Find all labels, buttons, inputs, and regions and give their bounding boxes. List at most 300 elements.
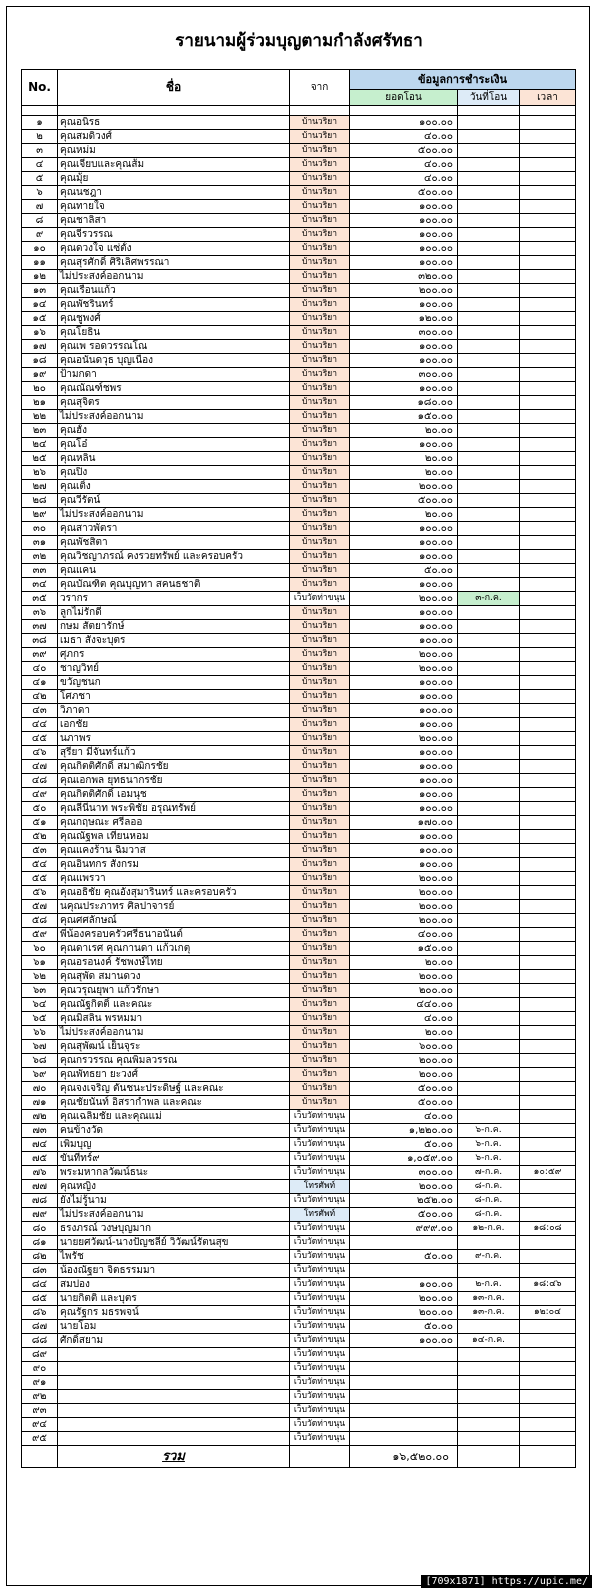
row-source: บ้านวริยา <box>290 760 350 774</box>
row-amount: ๑๐๐.๐๐ <box>350 620 458 634</box>
row-date <box>458 564 520 578</box>
row-name: คุณจีรวรรณ <box>58 228 290 242</box>
row-amount <box>350 1404 458 1418</box>
spacer-row <box>22 106 576 116</box>
row-no: ๕๒ <box>22 830 58 844</box>
row-source: บ้านวริยา <box>290 634 350 648</box>
row-name: ศุภกร <box>58 648 290 662</box>
row-amount: ๒๐๐.๐๐ <box>350 1068 458 1082</box>
row-date: ๑๔-ก.ค. <box>458 1334 520 1348</box>
row-no: ๕๓ <box>22 844 58 858</box>
row-time <box>520 1208 576 1222</box>
row-no: ๒๒ <box>22 410 58 424</box>
row-time <box>520 886 576 900</box>
table-row <box>22 802 576 816</box>
row-time <box>520 466 576 480</box>
row-source: เว็บวัดท่าขนุน <box>290 1278 350 1292</box>
row-date <box>458 746 520 760</box>
row-date <box>458 466 520 480</box>
table-row <box>22 1320 576 1334</box>
table-row <box>22 1012 576 1026</box>
row-name: ศักดิ์สยาม <box>58 1334 290 1348</box>
table-row <box>22 956 576 970</box>
row-time <box>520 606 576 620</box>
row-date: ๒-ก.ค. <box>458 1278 520 1292</box>
header-time: เวลา <box>520 90 576 106</box>
row-name: วรากร <box>58 592 290 606</box>
table-row <box>22 158 576 172</box>
row-name: คุณบัณฑิต คุณบุญทา สคนธชาติ <box>58 578 290 592</box>
row-no: ๔๓ <box>22 704 58 718</box>
row-no: ๔๖ <box>22 746 58 760</box>
row-time <box>520 844 576 858</box>
row-amount: ๕๐๐.๐๐ <box>350 186 458 200</box>
row-time <box>520 522 576 536</box>
row-time <box>520 1376 576 1390</box>
row-time <box>520 564 576 578</box>
row-amount: ๒๐.๐๐ <box>350 452 458 466</box>
row-time <box>520 214 576 228</box>
row-source: เว็บวัดท่าขนุน <box>290 1334 350 1348</box>
row-source: บ้านวริยา <box>290 970 350 984</box>
row-source: บ้านวริยา <box>290 354 350 368</box>
row-name: คุณวิชญาภรณ์ คงรวยทรัพย์ และครอบครัว <box>58 550 290 564</box>
row-name: คุณฮั้ง <box>58 424 290 438</box>
row-amount: ๕๐.๐๐ <box>350 1138 458 1152</box>
row-amount: ๑๐๐.๐๐ <box>350 746 458 760</box>
row-name: คุณลีนีนาท พระพิชัย อรุณทรัพย์ <box>58 802 290 816</box>
row-time: ๑๒:๐๔ <box>520 1306 576 1320</box>
row-time <box>520 130 576 144</box>
table-row <box>22 1362 576 1376</box>
row-time <box>520 1334 576 1348</box>
row-source: เว็บวัดท่าขนุน <box>290 1390 350 1404</box>
row-name <box>58 1432 290 1446</box>
row-name: คุณกิตติศักดิ์ สมาฒิกรชัย <box>58 760 290 774</box>
row-no: ๗๒ <box>22 1110 58 1124</box>
row-name: คุณหญิง <box>58 1180 290 1194</box>
row-amount <box>350 1376 458 1390</box>
row-no: ๘๖ <box>22 1306 58 1320</box>
row-amount: ๑๐๐.๐๐ <box>350 116 458 130</box>
row-time <box>520 1012 576 1026</box>
total-amount: ๑๖,๕๒๐.๐๐ <box>350 1446 458 1468</box>
row-name: น้องณัฐยา จิตธรรมมา <box>58 1264 290 1278</box>
table-row <box>22 242 576 256</box>
row-name: คุณกิตติศักดิ์ เอมนุช <box>58 788 290 802</box>
row-date <box>458 480 520 494</box>
row-date: ๘-ก.ค. <box>458 1194 520 1208</box>
row-no: ๑๘ <box>22 354 58 368</box>
row-name: ไม่ประสงค์ออกนาม <box>58 508 290 522</box>
row-amount: ๑๐๐.๐๐ <box>350 200 458 214</box>
row-source: บ้านวริยา <box>290 914 350 928</box>
row-source: บ้านวริยา <box>290 1026 350 1040</box>
row-date: ๗-ก.ค. <box>458 1166 520 1180</box>
row-date <box>458 872 520 886</box>
row-time <box>520 1152 576 1166</box>
row-source: เว็บวัดท่าขนุน <box>290 1320 350 1334</box>
row-time <box>520 186 576 200</box>
table-row <box>22 452 576 466</box>
row-source: บ้านวริยา <box>290 368 350 382</box>
row-no: ๑๑ <box>22 256 58 270</box>
row-no: ๘๘ <box>22 1334 58 1348</box>
row-no: ๑๓ <box>22 284 58 298</box>
row-source: บ้านวริยา <box>290 326 350 340</box>
row-no: ๕๗ <box>22 900 58 914</box>
image-host-footer: [709x1871] https://upic.me/ <box>421 1575 592 1588</box>
row-source: บ้านวริยา <box>290 382 350 396</box>
table-row <box>22 256 576 270</box>
row-no: ๔๐ <box>22 662 58 676</box>
table-row <box>22 1152 576 1166</box>
row-amount: ๒๐๐.๐๐ <box>350 592 458 606</box>
row-no: ๖๒ <box>22 970 58 984</box>
row-name: คุณชัยนันท์ อิสรากำพล และคณะ <box>58 1096 290 1110</box>
row-no: ๕๐ <box>22 802 58 816</box>
row-time <box>520 228 576 242</box>
row-time: ๑๐:๕๙ <box>520 1166 576 1180</box>
header-name: ชื่อ <box>58 70 290 106</box>
row-source: เว็บวัดท่าขนุน <box>290 1138 350 1152</box>
row-no: ๔๑ <box>22 676 58 690</box>
row-no: ๔๕ <box>22 732 58 746</box>
row-amount: ๔๐.๐๐ <box>350 172 458 186</box>
row-amount: ๑๐๐.๐๐ <box>350 214 458 228</box>
row-amount: ๑๕๐.๐๐ <box>350 942 458 956</box>
row-no: ๓๑ <box>22 536 58 550</box>
row-amount: ๕๐๐.๐๐ <box>350 1082 458 1096</box>
row-source: บ้านวริยา <box>290 1054 350 1068</box>
row-time <box>520 1054 576 1068</box>
row-amount: ๒๐๐.๐๐ <box>350 1180 458 1194</box>
row-time <box>520 858 576 872</box>
row-source: บ้านวริยา <box>290 536 350 550</box>
row-amount: ๑๐๐.๐๐ <box>350 676 458 690</box>
row-no: ๓๖ <box>22 606 58 620</box>
row-name: คุณดวงใจ แซ่ตั้ง <box>58 242 290 256</box>
table-row <box>22 662 576 676</box>
row-amount <box>350 1236 458 1250</box>
table-row <box>22 214 576 228</box>
row-date: ๘-ก.ค. <box>458 1208 520 1222</box>
row-date <box>458 690 520 704</box>
row-time <box>520 914 576 928</box>
row-name: ลูกไม่รักดี <box>58 606 290 620</box>
row-no: ๗๕ <box>22 1152 58 1166</box>
row-name: คุณเอกพล ยุทธนากรชัย <box>58 774 290 788</box>
row-time <box>520 774 576 788</box>
row-date <box>458 172 520 186</box>
row-name: เพิ่มบุญ <box>58 1138 290 1152</box>
row-date <box>458 1026 520 1040</box>
row-time <box>520 200 576 214</box>
donor-table <box>21 69 576 1468</box>
row-time <box>520 1096 576 1110</box>
row-date <box>458 1082 520 1096</box>
table-row <box>22 438 576 452</box>
row-time <box>520 270 576 284</box>
document-frame <box>6 6 590 1586</box>
row-date <box>458 620 520 634</box>
table-row <box>22 774 576 788</box>
row-no: ๘๐ <box>22 1222 58 1236</box>
row-name: คุณกรวรรณ คุณพิมลวรรณ <box>58 1054 290 1068</box>
row-date <box>458 1376 520 1390</box>
row-no: ๘๓ <box>22 1264 58 1278</box>
row-time <box>520 1124 576 1138</box>
row-name: ไม่ประสงค์ออกนาม <box>58 1208 290 1222</box>
row-name: ไพรัช <box>58 1250 290 1264</box>
table-row <box>22 1404 576 1418</box>
row-date <box>458 326 520 340</box>
row-date <box>458 1348 520 1362</box>
row-amount: ๑๐๐.๐๐ <box>350 788 458 802</box>
row-source: บ้านวริยา <box>290 410 350 424</box>
row-date <box>458 1012 520 1026</box>
row-time <box>520 256 576 270</box>
row-no: ๒๘ <box>22 494 58 508</box>
table-row <box>22 1376 576 1390</box>
table-row <box>22 1166 576 1180</box>
row-amount: ๒๐๐.๐๐ <box>350 1292 458 1306</box>
row-date <box>458 676 520 690</box>
row-date <box>458 1110 520 1124</box>
table-row <box>22 368 576 382</box>
row-no: ๖๕ <box>22 1012 58 1026</box>
row-source: บ้านวริยา <box>290 788 350 802</box>
row-name <box>58 1390 290 1404</box>
row-no: ๗๗ <box>22 1180 58 1194</box>
row-no: ๖๓ <box>22 984 58 998</box>
row-no: ๓๐ <box>22 522 58 536</box>
row-source: เว็บวัดท่าขนุน <box>290 1194 350 1208</box>
row-time <box>520 956 576 970</box>
row-source: บ้านวริยา <box>290 214 350 228</box>
row-time <box>520 340 576 354</box>
row-name: คุณณัณฑ์ชพร <box>58 382 290 396</box>
row-amount: ๙๙๙.๐๐ <box>350 1222 458 1236</box>
row-name: คุณเพ รอดวรรณโณ <box>58 340 290 354</box>
row-no: ๘๔ <box>22 1278 58 1292</box>
row-date <box>458 1040 520 1054</box>
row-name: คุณหม่ม <box>58 144 290 158</box>
row-date <box>458 242 520 256</box>
row-time <box>520 648 576 662</box>
row-time <box>520 354 576 368</box>
row-date <box>458 1362 520 1376</box>
row-source: บ้านวริยา <box>290 564 350 578</box>
row-amount: ๑๐๐.๐๐ <box>350 438 458 452</box>
row-amount: ๔๔๐.๐๐ <box>350 998 458 1012</box>
table-row <box>22 564 576 578</box>
row-source: บ้านวริยา <box>290 508 350 522</box>
row-amount: ๑,๐๕๙.๐๐ <box>350 1152 458 1166</box>
row-no: ๖๘ <box>22 1054 58 1068</box>
row-no: ๗๓ <box>22 1124 58 1138</box>
row-no: ๗ <box>22 200 58 214</box>
row-source: บ้านวริยา <box>290 802 350 816</box>
row-source: บ้านวริยา <box>290 900 350 914</box>
table-row <box>22 550 576 564</box>
row-time <box>520 704 576 718</box>
row-date <box>458 1320 520 1334</box>
row-source: เว็บวัดท่าขนุน <box>290 1250 350 1264</box>
row-name <box>58 1348 290 1362</box>
row-name: คุณพัทธยา ยะวงศ์ <box>58 1068 290 1082</box>
row-name: นภาพร <box>58 732 290 746</box>
row-source: บ้านวริยา <box>290 858 350 872</box>
table-row <box>22 1264 576 1278</box>
row-no: ๙๑ <box>22 1376 58 1390</box>
row-time <box>520 1348 576 1362</box>
table-row <box>22 942 576 956</box>
row-no: ๒ <box>22 130 58 144</box>
row-time <box>520 788 576 802</box>
row-amount: ๕๐.๐๐ <box>350 564 458 578</box>
row-amount: ๔๐๐.๐๐ <box>350 928 458 942</box>
row-source: บ้านวริยา <box>290 158 350 172</box>
row-time <box>520 298 576 312</box>
row-amount: ๔๐.๐๐ <box>350 1012 458 1026</box>
row-name: พระมหากลวัฒน์ธนะ <box>58 1166 290 1180</box>
row-no: ๒๗ <box>22 480 58 494</box>
row-source: บ้านวริยา <box>290 704 350 718</box>
table-row <box>22 816 576 830</box>
row-amount: ๑๐๐.๐๐ <box>350 354 458 368</box>
table-row <box>22 1124 576 1138</box>
row-no: ๖๑ <box>22 956 58 970</box>
row-name: ไม่ประสงค์ออกนาม <box>58 410 290 424</box>
row-amount: ๕๐๐.๐๐ <box>350 1096 458 1110</box>
row-date <box>458 508 520 522</box>
row-amount: ๑๐๐.๐๐ <box>350 522 458 536</box>
row-date <box>458 662 520 676</box>
row-time <box>520 900 576 914</box>
row-source: บ้านวริยา <box>290 774 350 788</box>
row-amount: ๒๐๐.๐๐ <box>350 1054 458 1068</box>
row-source: บ้านวริยา <box>290 844 350 858</box>
row-amount <box>350 1348 458 1362</box>
table-row <box>22 1040 576 1054</box>
row-source: บ้านวริยา <box>290 494 350 508</box>
row-date <box>458 228 520 242</box>
row-amount: ๓๒๐.๐๐ <box>350 270 458 284</box>
table-row <box>22 186 576 200</box>
table-row <box>22 1334 576 1348</box>
row-no: ๔๔ <box>22 718 58 732</box>
row-date <box>458 802 520 816</box>
row-date <box>458 1236 520 1250</box>
table-row <box>22 1180 576 1194</box>
row-date <box>458 298 520 312</box>
row-source: บ้านวริยา <box>290 256 350 270</box>
row-date <box>458 718 520 732</box>
page-title: รายนามผู้ร่วมบุญตามกำลังศรัทธา <box>175 31 423 51</box>
row-name: สุรียา มีจันทร์แก้ว <box>58 746 290 760</box>
row-source: บ้านวริยา <box>290 928 350 942</box>
row-source: บ้านวริยา <box>290 144 350 158</box>
row-name: คุณกฤษณะ ศรีลออ <box>58 816 290 830</box>
row-date: ๖-ก.ค. <box>458 1124 520 1138</box>
row-name: คุณเติ้ง <box>58 480 290 494</box>
header-payment: ข้อมูลการชำระเงิน <box>350 70 576 90</box>
row-time <box>520 760 576 774</box>
row-name: คุณโอ๋ <box>58 438 290 452</box>
row-amount: ๑๐๐.๐๐ <box>350 760 458 774</box>
row-no: ๕๕ <box>22 872 58 886</box>
row-time <box>520 1362 576 1376</box>
row-date <box>458 970 520 984</box>
row-source: บ้านวริยา <box>290 438 350 452</box>
table-row <box>22 466 576 480</box>
table-row <box>22 676 576 690</box>
row-source: บ้านวริยา <box>290 340 350 354</box>
row-time <box>520 592 576 606</box>
row-no: ๘๕ <box>22 1292 58 1306</box>
row-no: ๕๑ <box>22 816 58 830</box>
row-no: ๒๐ <box>22 382 58 396</box>
row-source: เว็บวัดท่าขนุน <box>290 1124 350 1138</box>
row-name: คุณสาวพัตรา <box>58 522 290 536</box>
row-name: นายยศวัฒน์-นางปัญชลีย์ วิวัฒน์รัตนสุข <box>58 1236 290 1250</box>
row-name: คุณศศลักษณ์ <box>58 914 290 928</box>
row-time <box>520 1320 576 1334</box>
table-row <box>22 1348 576 1362</box>
row-source: บ้านวริยา <box>290 732 350 746</box>
row-amount <box>350 1264 458 1278</box>
table-row <box>22 648 576 662</box>
row-no: ๕๘ <box>22 914 58 928</box>
row-time <box>520 410 576 424</box>
row-date <box>458 648 520 662</box>
row-name: คุณมิสลิน พรหมมา <box>58 1012 290 1026</box>
row-no: ๒๔ <box>22 438 58 452</box>
row-date <box>458 578 520 592</box>
row-name <box>58 1418 290 1432</box>
row-date: ๑๒-ก.ค. <box>458 1222 520 1236</box>
row-time <box>520 326 576 340</box>
row-name: เอกชัย <box>58 718 290 732</box>
row-no: ๙๐ <box>22 1362 58 1376</box>
row-date: ๓-ก.ค. <box>458 592 520 606</box>
row-amount: ๑๐๐.๐๐ <box>350 382 458 396</box>
row-time <box>520 172 576 186</box>
table-row <box>22 1110 576 1124</box>
row-date <box>458 200 520 214</box>
row-no: ๖๔ <box>22 998 58 1012</box>
row-no: ๓๗ <box>22 620 58 634</box>
row-date <box>458 704 520 718</box>
row-date <box>458 858 520 872</box>
table-row <box>22 326 576 340</box>
row-amount: ๕๐.๐๐ <box>350 1320 458 1334</box>
row-no: ๑๔ <box>22 298 58 312</box>
row-source: บ้านวริยา <box>290 116 350 130</box>
table-row <box>22 382 576 396</box>
row-no: ๘๒ <box>22 1250 58 1264</box>
row-no: ๓๙ <box>22 648 58 662</box>
table-row <box>22 1208 576 1222</box>
table-row <box>22 298 576 312</box>
row-time <box>520 1026 576 1040</box>
row-time <box>520 368 576 382</box>
table-row <box>22 970 576 984</box>
row-amount <box>350 1432 458 1446</box>
row-no: ๘ <box>22 214 58 228</box>
row-amount: ๓๐๐.๐๐ <box>350 1166 458 1180</box>
